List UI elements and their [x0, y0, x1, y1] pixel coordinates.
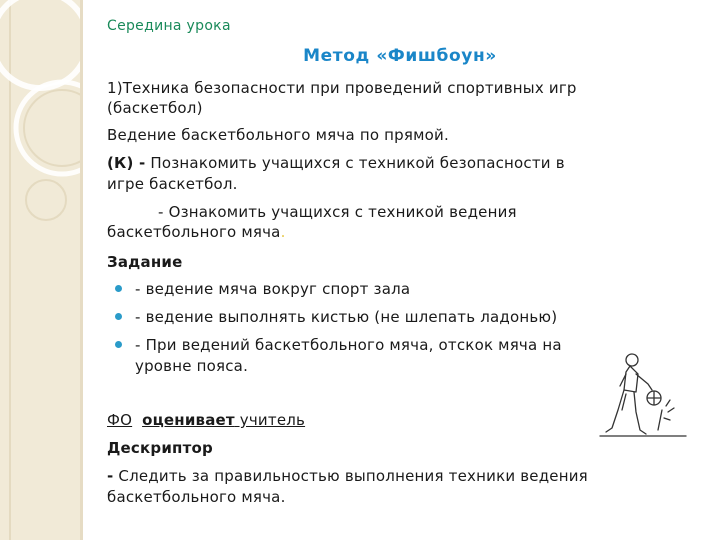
goal-text-1: Познакомить учащихся с техникой безопасности в	[145, 154, 565, 172]
fo-label: ФО	[107, 411, 133, 429]
goal2-line-2	[107, 222, 286, 243]
goal-line-2: игре баскетбол.	[107, 175, 238, 193]
fo-rest: учитель	[234, 411, 306, 429]
bullet-icon	[115, 313, 122, 320]
goal2-dot: .	[280, 223, 286, 241]
band-edge	[80, 0, 83, 540]
descriptor-prefix: -	[107, 467, 114, 485]
slide-title: Метод «Фишбоун»	[303, 46, 497, 66]
dribbling-line: Ведение баскетбольного мяча по прямой.	[107, 126, 449, 144]
goal2-line-1: - Ознакомить учащихся с техникой ведения	[158, 203, 517, 221]
goal-line-1	[107, 153, 565, 174]
goal-prefix: (К) -	[107, 154, 146, 172]
descriptor-text-1: Следить за правильностью выполнения техники ведения	[113, 467, 588, 485]
task-item-1: - ведение мяча вокруг спорт зала	[135, 280, 411, 298]
fo-line	[107, 410, 305, 431]
task-heading: Задание	[107, 253, 183, 271]
decorative-left-band	[0, 0, 80, 540]
descriptor-line-2: баскетбольного мяча.	[107, 488, 286, 506]
descriptor-line-1	[107, 466, 588, 487]
bullet-icon	[115, 285, 122, 292]
decorative-circles	[0, 0, 80, 540]
task-item-3-cont: уровне пояса.	[135, 357, 249, 375]
basketball-player-illustration	[596, 350, 691, 445]
topic-line-2: (баскетбол)	[107, 99, 203, 117]
section-label: Середина урока	[107, 18, 231, 34]
goal2-text-2: баскетбольного мяча	[107, 223, 281, 241]
task-item-2: - ведение выполнять кистью (не шлепать ладонью)	[135, 308, 558, 326]
task-item-3: - При ведений баскетбольного мяча, отскок мяча на	[135, 336, 562, 354]
fo-bold: оценивает	[142, 411, 235, 429]
descriptor-heading: Дескриптор	[107, 439, 213, 457]
topic-line-1: 1)Техника безопасности при проведений спортивных игр	[107, 79, 577, 97]
bullet-icon	[115, 341, 122, 348]
